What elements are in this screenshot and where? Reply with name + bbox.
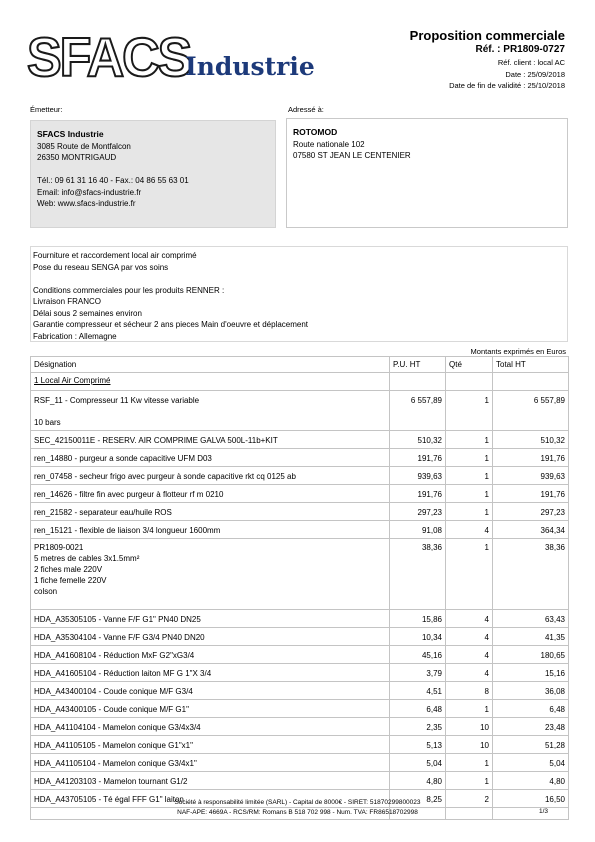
item-total: 23,48: [493, 718, 569, 736]
item-unit-price: 8,25: [390, 790, 446, 808]
item-quantity: 4: [446, 664, 493, 682]
item-unit-price: 10,34: [390, 628, 446, 646]
table-row: [31, 449, 569, 467]
section-title: 1 Local Air Comprimé: [31, 373, 390, 391]
company-logo: [27, 27, 327, 90]
recipient-label: Adressé à:: [288, 105, 324, 114]
item-quantity: 1: [446, 539, 493, 610]
page-number: 1/3: [538, 808, 548, 815]
item-designation: PR1809-0021: [34, 543, 84, 552]
item-unit-price: 4,51: [390, 682, 446, 700]
emitter-name: SFACS Industrie: [37, 129, 104, 139]
item-quantity: 8: [446, 682, 493, 700]
recipient-box: [286, 118, 568, 228]
item-designation: HDA_A43400105 - Coude conique M/F G1": [31, 700, 390, 718]
item-unit-price: 191,76: [390, 449, 446, 467]
legal-footer: [0, 798, 595, 818]
item-designation-detail: 5 metres de cables 3x1.5mm²: [34, 554, 140, 563]
item-designation: HDA_A41203103 - Mamelon tournant G1/2: [31, 772, 390, 790]
item-total: 36,08: [493, 682, 569, 700]
item-designation-detail: 10 bars: [34, 418, 61, 427]
table-row: [31, 521, 569, 539]
item-unit-price: 15,86: [390, 610, 446, 628]
emitter-email: Email: info@sfacs-industrie.fr: [37, 187, 142, 197]
item-quantity: 1: [446, 391, 493, 431]
item-quantity: 1: [446, 449, 493, 467]
item-unit-price: 191,76: [390, 485, 446, 503]
item-unit-price: 3,79: [390, 664, 446, 682]
item-designation: ren_14880 - purgeur a sonde capacitive UFM D03: [31, 449, 390, 467]
emitter-label: Émetteur:: [30, 105, 63, 114]
condition-line: Conditions commerciales pour les produits RENNER :: [33, 285, 225, 295]
emitter-box: [30, 120, 276, 228]
table-header-row: [31, 357, 569, 373]
table-row: [31, 391, 569, 431]
item-quantity: 10: [446, 718, 493, 736]
item-quantity: 1: [446, 772, 493, 790]
item-quantity: 4: [446, 646, 493, 664]
table-row: [31, 754, 569, 772]
footer-line: NAF-APE: 4669A - RCS/RM: Romans B 518 702 998 - Num. TVA: FR86518702998: [177, 809, 418, 816]
item-total: 5,04: [493, 754, 569, 772]
item-total: 15,16: [493, 664, 569, 682]
item-total: 38,36: [493, 539, 569, 610]
item-quantity: 1: [446, 754, 493, 772]
emitter-phone: Tél.: 09 61 31 16 40 - Fax.: 04 86 55 63 01: [37, 176, 189, 185]
table-row: [31, 772, 569, 790]
item-designation: HDA_A41105105 - Mamelon conique G1"x1": [31, 736, 390, 754]
item-designation: HDA_A41605104 - Réduction laiton MF G 1"X 3/4: [31, 664, 390, 682]
item-designation: HDA_A43705105 - Té égal FFF G1" laiton: [31, 790, 390, 808]
footer-line: Société à responsabilité limitée (SARL) - Capital de 8000€ - SIRET: 51870299800023: [174, 799, 421, 806]
item-quantity: 4: [446, 521, 493, 539]
item-unit-price: 5,13: [390, 736, 446, 754]
recipient-name: ROTOMOD: [293, 127, 338, 137]
item-unit-price: 939,63: [390, 467, 446, 485]
item-quantity: 10: [446, 736, 493, 754]
condition-line: Livraison FRANCO: [33, 297, 102, 306]
item-total: 191,76: [493, 449, 569, 467]
currency-note: Montants exprimés en Euros: [470, 347, 566, 356]
condition-line: Fabrication : Allemagne: [33, 331, 117, 341]
item-designation-detail: 1 fiche femelle 220V: [34, 576, 107, 585]
item-total: 297,23: [493, 503, 569, 521]
table-row: [31, 700, 569, 718]
item-designation: HDA_A41105104 - Mamelon conique G3/4x1": [31, 754, 390, 772]
section-row: [31, 373, 569, 391]
item-designation-detail: colson: [34, 587, 58, 596]
logo-mark: SFACS: [27, 27, 191, 89]
item-total: 41,35: [493, 628, 569, 646]
item-total: 6 557,89: [493, 391, 569, 431]
item-designation: HDA_A41608104 - Réduction MxF G2"xG3/4: [31, 646, 390, 664]
client-reference: Réf. client : local AC: [497, 58, 565, 67]
item-designation: ren_14626 - filtre fin avec purgeur à flotteur rf m 0210: [31, 485, 390, 503]
item-designation: HDA_A35305105 - Vanne F/F G1" PN40 DN25: [31, 610, 390, 628]
item-total: 510,32: [493, 431, 569, 449]
document-title: Proposition commerciale: [409, 28, 565, 43]
emitter-address1: 3085 Route de Montfalcon: [37, 141, 131, 151]
header-total: Total HT: [493, 357, 569, 373]
table-row: [31, 539, 569, 610]
item-quantity: 2: [446, 790, 493, 808]
item-designation: HDA_A35304104 - Vanne F/F G3/4 PN40 DN20: [31, 628, 390, 646]
item-quantity: 1: [446, 503, 493, 521]
item-total: 4,80: [493, 772, 569, 790]
item-total: 191,76: [493, 485, 569, 503]
item-designation: RSF_11 - Compresseur 11 Kw vitesse variable: [34, 396, 200, 405]
table-row: [31, 431, 569, 449]
table-row: [31, 646, 569, 664]
item-designation: SEC_42150011E - RESERV. AIR COMPRIME GALVA 500L-11b+KIT: [31, 431, 390, 449]
condition-line: Fourniture et raccordement local air comprimé: [33, 251, 197, 260]
header-designation: Désignation: [31, 357, 390, 373]
document-header: [410, 28, 565, 92]
item-total: 51,28: [493, 736, 569, 754]
table-row: [31, 736, 569, 754]
item-designation: ren_07458 - secheur frigo avec purgeur à sonde capacitive rkt cq 0125 ab: [31, 467, 390, 485]
table-row: [31, 718, 569, 736]
table-row: [31, 628, 569, 646]
table-row: [31, 503, 569, 521]
item-unit-price: 510,32: [390, 431, 446, 449]
item-unit-price: 6,48: [390, 700, 446, 718]
item-quantity: 1: [446, 700, 493, 718]
items-table: [30, 356, 569, 820]
table-row: [31, 467, 569, 485]
emitter-web: Web: www.sfacs-industrie.fr: [37, 199, 136, 208]
item-total: 180,65: [493, 646, 569, 664]
item-quantity: 1: [446, 431, 493, 449]
condition-line: Pose du reseau SENGA par vos soins: [33, 262, 169, 272]
item-unit-price: 297,23: [390, 503, 446, 521]
item-total: 63,43: [493, 610, 569, 628]
item-quantity: 4: [446, 610, 493, 628]
emitter-address2: 26350 MONTRIGAUD: [37, 153, 117, 162]
item-total: 364,34: [493, 521, 569, 539]
recipient-address1: Route nationale 102: [293, 139, 365, 149]
item-unit-price: 45,16: [390, 646, 446, 664]
table-row: [31, 682, 569, 700]
item-quantity: 4: [446, 628, 493, 646]
item-unit-price: 5,04: [390, 754, 446, 772]
item-unit-price: 91,08: [390, 521, 446, 539]
item-total: 939,63: [493, 467, 569, 485]
recipient-address2: 07580 ST JEAN LE CENTENIER: [293, 151, 411, 160]
validity-date: Date de fin de validité : 25/10/2018: [449, 81, 565, 90]
conditions-box: [30, 246, 568, 342]
item-total: 6,48: [493, 700, 569, 718]
item-designation: HDA_A41104104 - Mamelon conique G3/4x3/4: [31, 718, 390, 736]
condition-line: Délai sous 2 semaines environ: [33, 308, 142, 318]
item-designation: HDA_A43400104 - Coude conique M/F G3/4: [31, 682, 390, 700]
header-unit-price: P.U. HT: [390, 357, 446, 373]
item-unit-price: 2,35: [390, 718, 446, 736]
logo-wordmark: Industrie: [185, 52, 315, 81]
document-reference: Réf. : PR1809-0727: [475, 44, 565, 55]
item-unit-price: 4,80: [390, 772, 446, 790]
table-row: [31, 485, 569, 503]
table-row: [31, 610, 569, 628]
item-designation: ren_21582 - separateur eau/huile ROS: [31, 503, 390, 521]
condition-line: Garantie compresseur et sécheur 2 ans pieces Main d'oeuvre et déplacement: [33, 320, 309, 329]
item-quantity: 1: [446, 485, 493, 503]
table-row: [31, 664, 569, 682]
item-quantity: 1: [446, 467, 493, 485]
item-designation: ren_15121 - flexible de liaison 3/4 longueur 1600mm: [31, 521, 390, 539]
item-unit-price: 6 557,89: [390, 391, 446, 431]
item-total: 16,50: [493, 790, 569, 808]
item-unit-price: 38,36: [390, 539, 446, 610]
item-designation-detail: 2 fiches male 220V: [34, 565, 103, 574]
document-date: Date : 25/09/2018: [505, 69, 565, 79]
header-quantity: Qté: [446, 357, 493, 373]
